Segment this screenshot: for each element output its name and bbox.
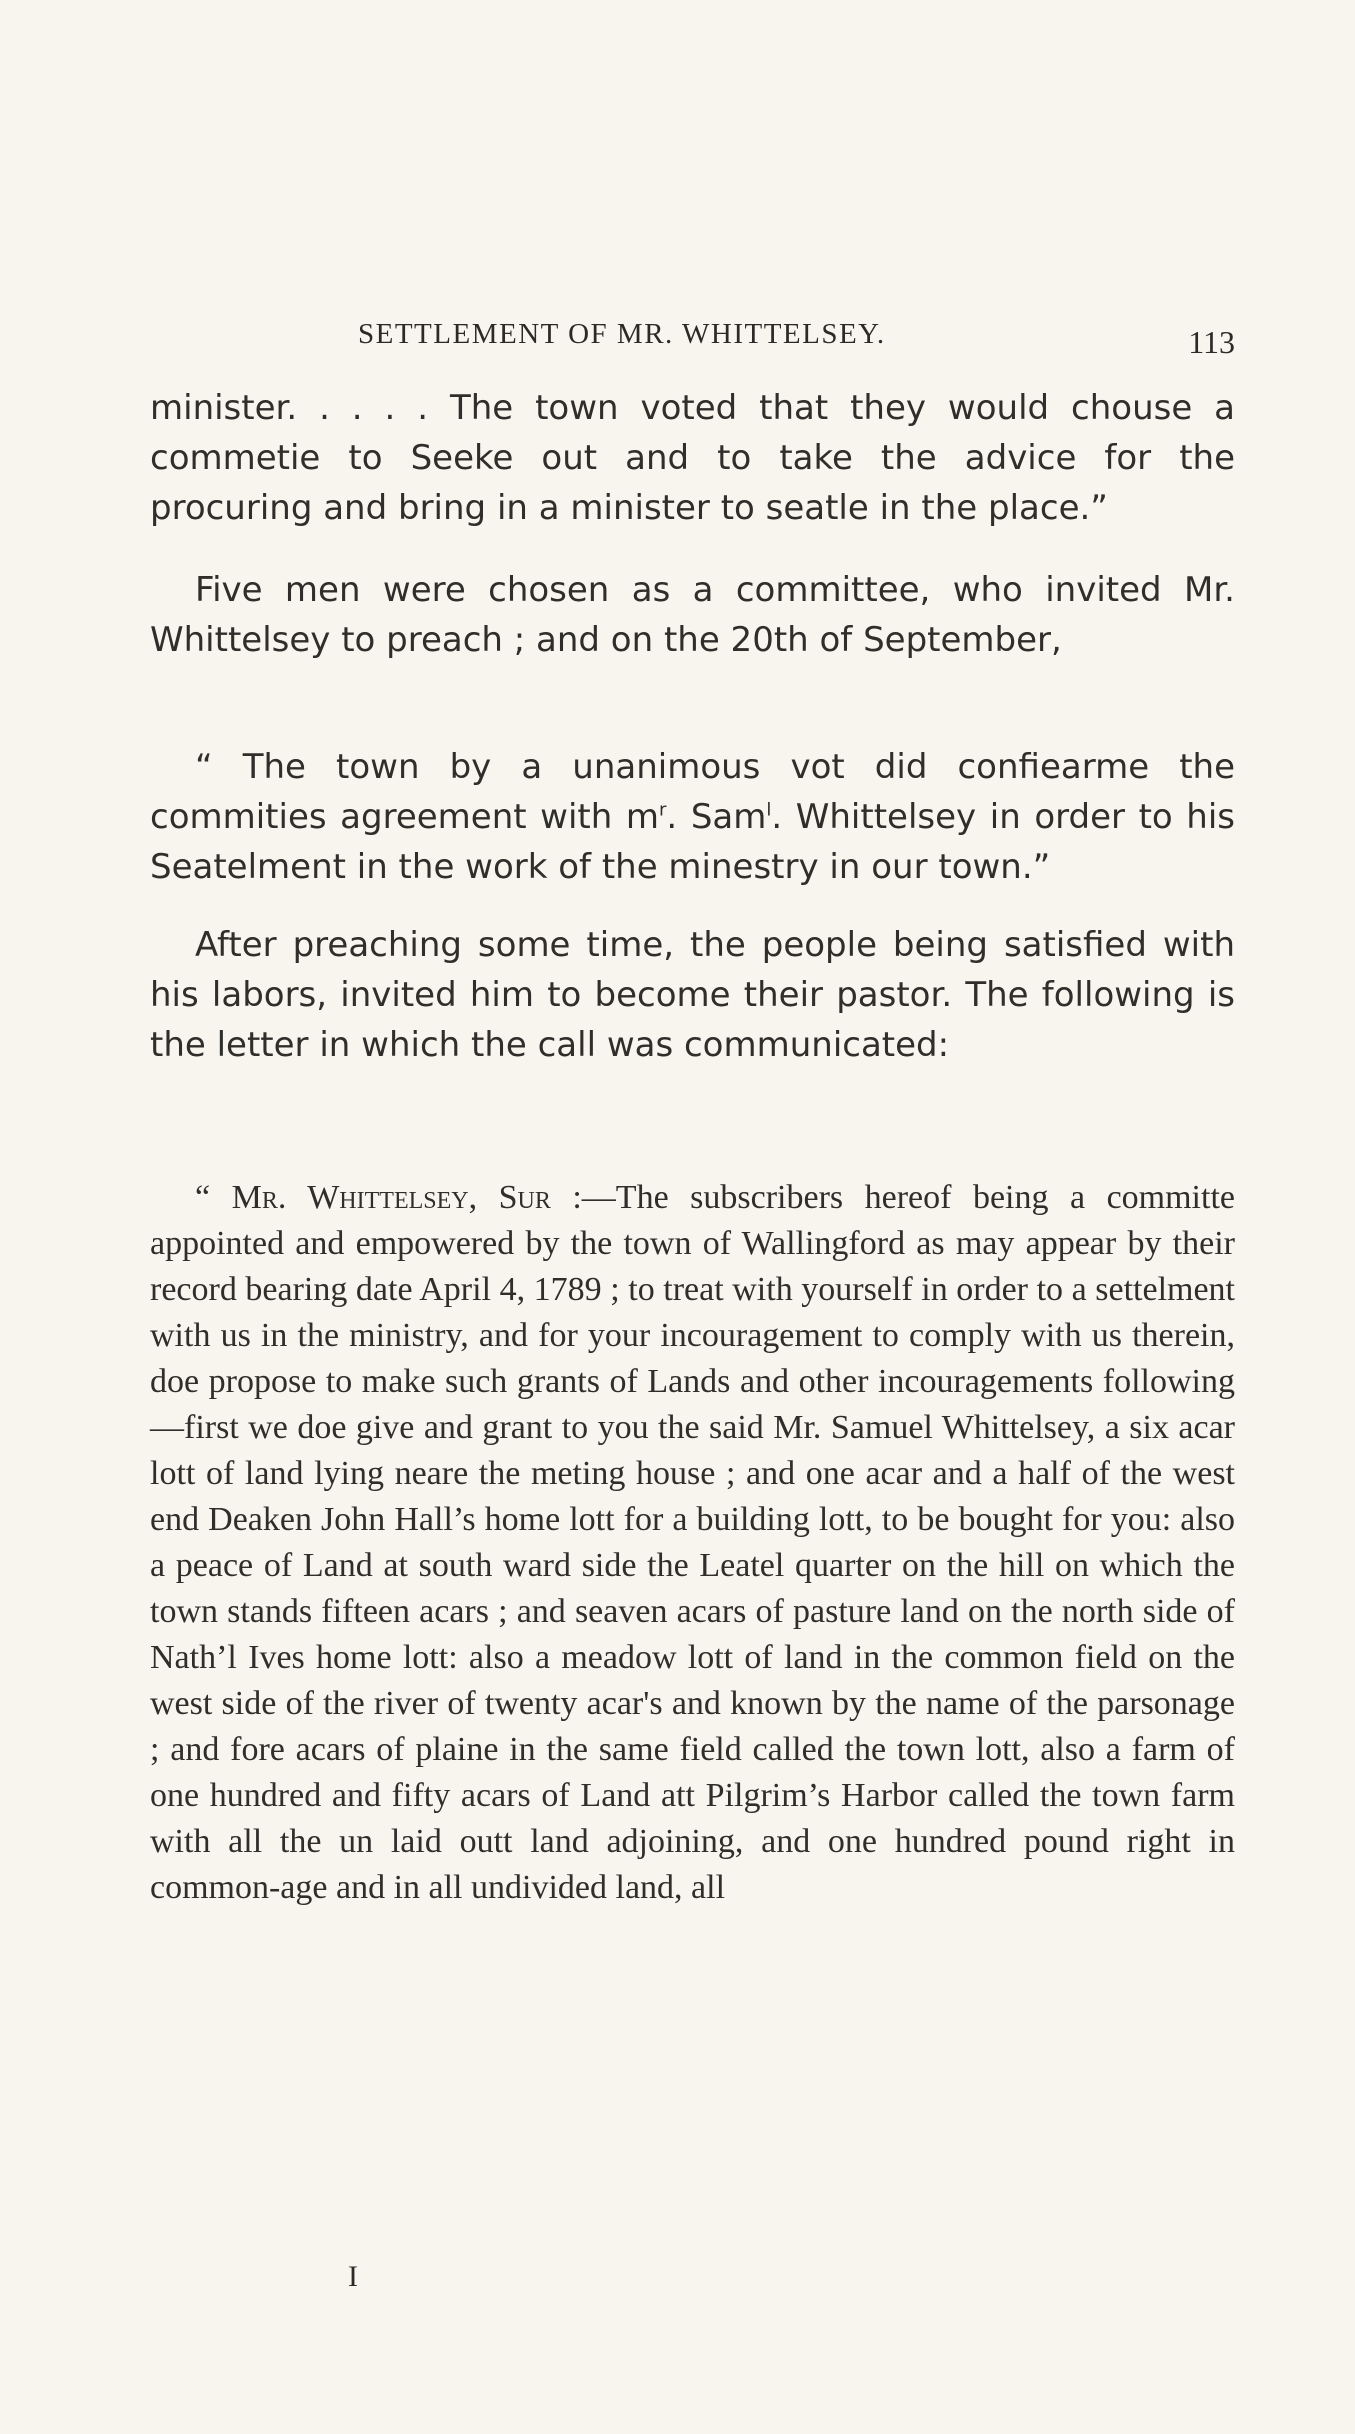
confirmation-text-start: “ The town by a unanimous vot did confiearme the commities agreement with m [150, 747, 1235, 837]
paragraph-call: After preaching some time, the people being satisfied with his labors, invited him to become their pastor. The following is the letter in which the call was communicated: [150, 925, 1235, 1065]
letter-body: :—The subscribers hereof being a committe appointed and empowered by the town of Wallingford as may appear by their record bearing date April 4, 1789 ; to treat with yourself in order to a settelment with us in the ministry, and for your incouragement to comply with us therein, doe propose to make such grants of Lands and other incouragements following—first we doe give and grant to you the said Mr. Samuel Whittelsey, a six acar lott of land lying neare the meting house ; and one acar and a half of the west end Deaken John Hall’s home lott for a building lott, to be bought for you: also a peace of Land at south ward side the Leatel quarter on the hill on which the town stands fifteen acars ; and seaven acars of pasture land on the north side of Nath’l Ives home lott: also a meadow lott of land in the common field on the west side of the river of twenty acar's and known by the name of the parsonage ; and fore acars of plaine in the same field called the town lott, also a farm of one hundred and fifty acars of Land att Pilgrim’s Harbor called the town farm with all the un laid outt land adjoining, and one hundred pound right in common-age and in all undivided land, all [150, 1179, 1235, 1906]
letter-salutation: “ Mr. Whittelsey, Sur [195, 1179, 551, 1216]
confirmation-text-mid: . Sam [666, 797, 767, 837]
signature-mark: I [348, 2260, 358, 2293]
confirmation-text-end: . Whittelsey in order to his Seatelment in the work of the minestry in our town.” [150, 797, 1236, 887]
page-number: 113 [1188, 324, 1235, 360]
paragraph-quote-confirmation [150, 742, 1235, 892]
paragraph-letter [150, 1175, 1235, 1911]
running-head [150, 318, 1235, 368]
paragraph-quote-town-vote: minister. . . . . The town voted that they would chouse a commetie to Seeke out and to take the advice for the procuring and bring in a minister to seatle in the place.” [150, 388, 1235, 528]
superscript-r: r [659, 799, 667, 821]
running-title: SETTLEMENT OF MR. WHITTELSEY. [358, 318, 886, 350]
book-page [150, 0, 1235, 2434]
paragraph-committee: Five men were chosen as a committee, who invited Mr. Whittelsey to preach ; and on the 20th of September, [150, 570, 1235, 660]
superscript-l: l [766, 799, 772, 821]
